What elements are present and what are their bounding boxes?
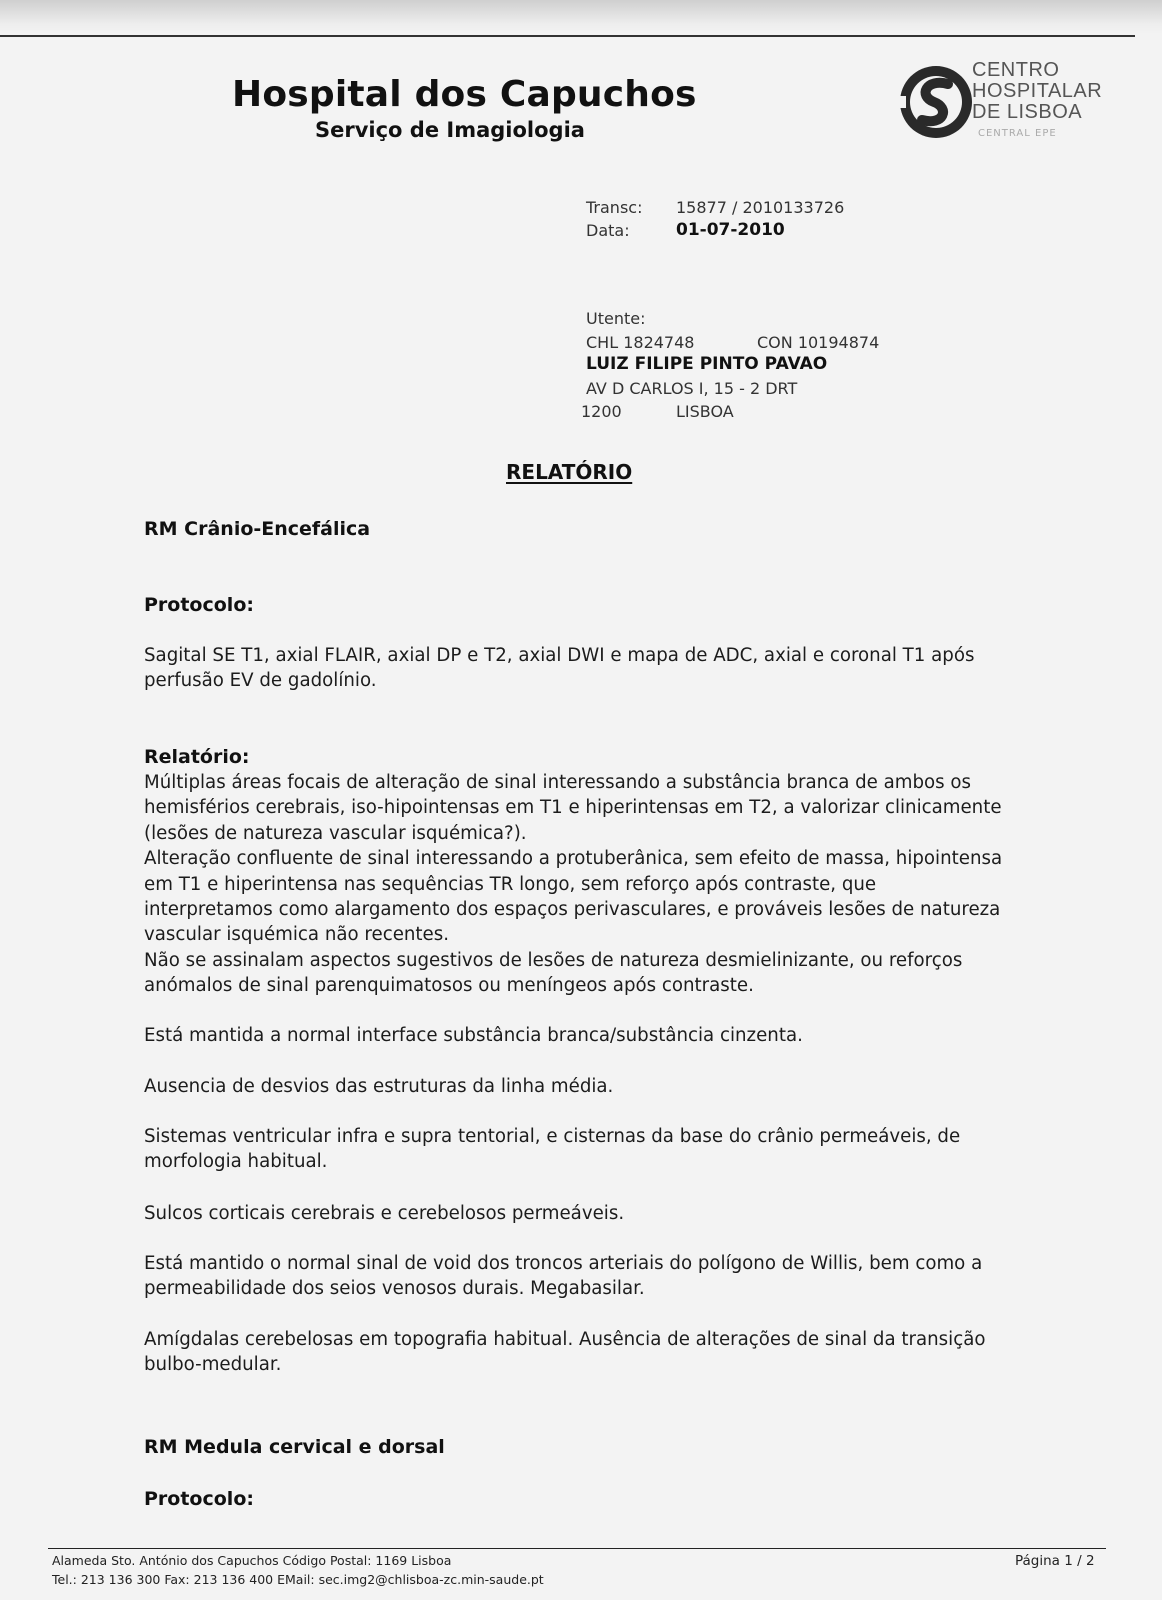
protocol-line-1: Sagital SE T1, axial FLAIR, axial DP e T2, axial DWI e mapa de ADC, axial e coronal T1 após [144,645,975,666]
section-title-medula: RM Medula cervical e dorsal [144,1436,445,1458]
relatorio-line-1: Múltiplas áreas focais de alteração de sinal interessando a substância branca de ambos os [144,772,972,793]
scan-top-shadow [0,0,1162,34]
service-name: Serviço de Imagiologia [315,118,585,142]
relatorio-line-5: em T1 e hiperintensa nas sequências TR longo, sem reforço após contraste, que [144,873,877,895]
protocol2-heading: Protocolo: [144,1488,254,1510]
paragraph-amigdalas [144,1327,1024,1378]
paragraph-linha-media [144,1074,1024,1099]
linha-media-line: Ausencia de desvios das estruturas da linha média. [144,1076,614,1097]
ventricular-line-2: morfologia habitual. [144,1151,328,1173]
protocol-heading: Protocolo: [144,594,254,616]
patient-label: Utente: [586,309,646,328]
patient-name: LUIZ FILIPE PINTO PAVAO [586,354,828,374]
data-value: 01-07-2010 [676,220,785,240]
relatorio-line-9: anómalos de sinal parenquimatosos ou meníngeos após contraste. [144,975,754,997]
logo-text-line-1: CENTRO [972,59,1060,81]
ventricular-line-1: Sistemas ventricular infra e supra tentorial, e cisternas da base do crânio permeáveis, de [144,1126,961,1147]
patient-city: LISBOA [676,402,734,421]
footer-page-number: Página 1 / 2 [1015,1553,1095,1569]
paragraph-interface [144,1023,1024,1048]
willis-line-1: Está mantido o normal sinal de void dos troncos arteriais do polígono de Willis, bem como a [144,1253,983,1274]
relatorio-line-8: Não se assinalam aspectos sugestivos de lesões de natureza desmielinizante, ou reforços [144,949,963,971]
interface-line: Está mantida a normal interface substância branca/substância cinzenta. [144,1025,803,1046]
patient-con: CON 10194874 [757,333,880,352]
footer-contact: Tel.: 213 136 300 Fax: 213 136 400 EMail: sec.img2@chlisboa-zc.min-saude.pt [52,1572,544,1587]
relatorio-line-3: (lesões de natureza vascular isquémica?). [144,822,527,844]
report-title: RELATÓRIO [506,460,633,484]
footer-rule [48,1548,1106,1549]
relatorio-line-7: vascular isquémica não recentes. [144,924,449,946]
transc-label: Transc: [586,198,643,217]
transc-value: 15877 / 2010133726 [676,198,845,217]
paragraph-sulcos [144,1201,1024,1226]
hospital-logo [896,60,976,144]
data-label: Data: [586,221,630,240]
relatorio-line-2: hemisférios cerebrais, iso-hipointensas em T1 e hiperintensas em T2, a valorizar clinicamente [144,797,1002,819]
relatorio-line-6: interpretamos como alargamento dos espaços perivasculares, e prováveis lesões de natureza [144,899,1001,921]
footer-address: Alameda Sto. António dos Capuchos Código Postal: 1169 Lisboa [52,1553,452,1568]
protocol-text [144,643,1024,694]
willis-line-2: permeabilidade dos seios venosos durais. Megabasilar. [144,1278,645,1300]
relatorio-heading: Relatório: [144,746,250,768]
protocol-line-2: perfusão EV de gadolínio. [144,670,377,692]
patient-postal-code: 1200 [581,402,622,421]
patient-address: AV D CARLOS I, 15 - 2 DRT [586,379,798,398]
logo-small-text: CENTRAL EPE [978,128,1057,139]
relatorio-line-4: Alteração confluente de sinal interessando a protuberânica, sem efeito de massa, hipointensa [144,848,1003,870]
section-title-cranio: RM Crânio-Encefálica [144,518,371,540]
relatorio-text [144,770,1024,999]
paragraph-willis [144,1251,1024,1302]
amigdalas-line-2: bulbo-medular. [144,1354,282,1376]
amigdalas-line-1: Amígdalas cerebelosas em topografia habitual. Ausência de alterações de sinal da transição [144,1329,986,1350]
patient-chl: CHL 1824748 [586,333,695,352]
logo-text-line-3: DE LISBOA [972,101,1083,123]
paragraph-ventricular [144,1124,1024,1175]
page-top-rule [0,35,1135,37]
logo-text-line-2: HOSPITALAR [972,80,1103,102]
sulcos-line: Sulcos corticais cerebrais e cerebelosos permeáveis. [144,1203,625,1224]
logo-text [972,60,1102,123]
hospital-name: Hospital dos Capuchos [232,74,697,115]
hospital-logo-icon [896,60,976,144]
